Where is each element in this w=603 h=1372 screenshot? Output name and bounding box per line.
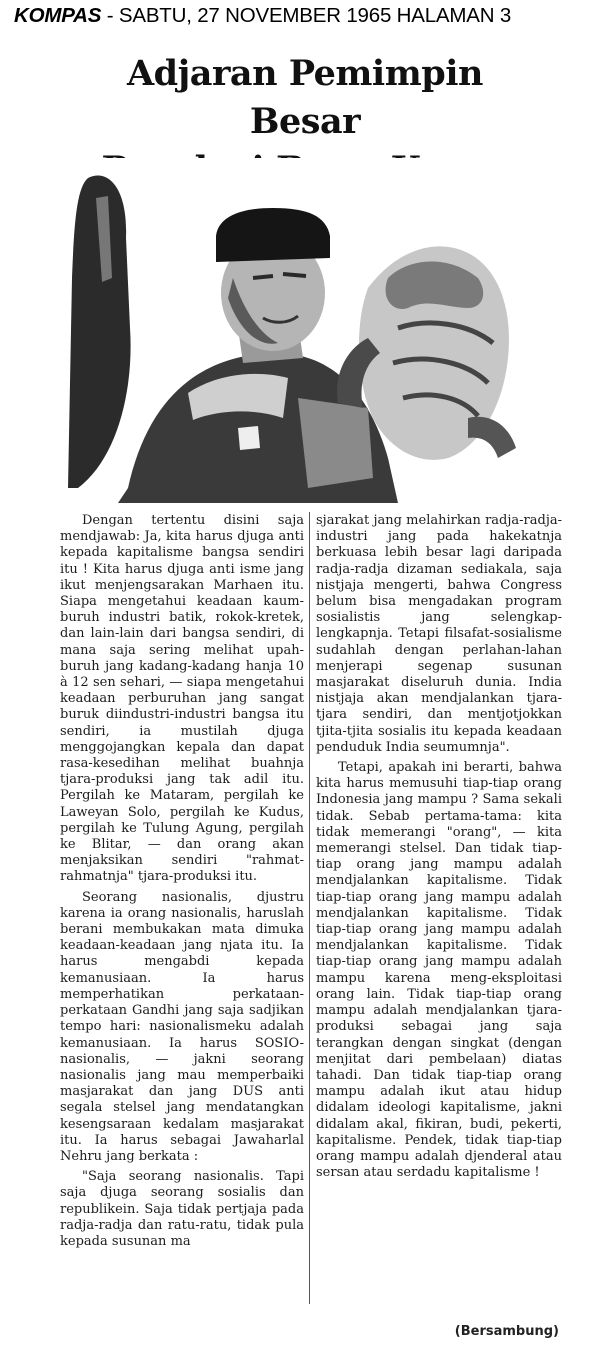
article-column-left [60, 513, 304, 1254]
sukarno-photo [68, 158, 523, 503]
headline-line-1: Adjaran Pemimpin Besar [127, 53, 483, 142]
column-divider [309, 512, 310, 1304]
paragraph: Seorang nasionalis, djustru karena ia orang nasionalis, haruslah berani membukakan mata dimuka keadaan-keadaan jang njata itu. Ia harus mengabdi kepada kemanusiaan. Ia harus memperhatikan perkataan-perkataan Gandhi jang saja sadjikan tempo hari: nasionalismeku adalah kemanusiaan. Ia harus SOSIO-nasionalis, — jakni seorang nasionalis jang mau memperbaiki masjarakat dan jang DUS anti segala stelsel jang mendatangkan kesengsaraan kedalam masjarakat itu. Ia harus sebagai Jawaharlal Nehru jang berkata : [60, 889, 304, 1164]
article-column-right [316, 513, 562, 1185]
date-page-line: - SABTU, 27 NOVEMBER 1965 HALAMAN 3 [101, 4, 512, 27]
newspaper-name: KOMPAS [14, 4, 102, 27]
masthead [14, 4, 594, 28]
paragraph: Tetapi, apakah ini berarti, bahwa kita harus memusuhi tiap-tiap orang Indonesia jang mampu ? Sama sekali tidak. Sebab pertama-tama: kita tidak memerangi "orang", — kita memerangi stelsel. Dan tidak tiap-tiap orang jang mampu adalah mendjalankan kapitalisme. Tidak tiap-tiap orang jang mampu adalah mendjalankan kapitalisme. Tidak tiap-tiap orang jang mampu adalah mendjalankan kapitalisme. Tidak tiap-tiap orang jang mampu adalah mampu karena meng-eksploitasi orang lain. Tidak tiap-tiap orang mampu adalah mendjalankan tjara-produksi sebagai jang saja terangkan dengan singkat (dengan menjitat dari pembelaan) diatas tahadi. Dan tidak tiap-tiap orang mampu adalah ikut atau hidup didalam ideologi kapitalisme, jakni didalam akal, fikiran, budi, pekerti, kapitalisme. Pendek, tidak tiap-tiap orang mampu adalah djenderal atau sersan atau serdadu kapitalisme ! [316, 760, 562, 1181]
paragraph: Dengan tertentu disini saja mendjawab: Ja, kita harus djuga anti kepada kapitalisme bangsa sendiri itu ! Kita harus djuga anti isme jang ikut menjengsarakan Marhaen itu. Siapa mengetahui keadaan kaum-buruh industri batik, rokok-kretek, dan lain-lain dari bangsa sendiri, di mana saja sering melihat upah-buruh jang kadang-kadang hanja 10 à 12 sen sehari, — siapa mengetahui keadaan perburuhan jang sangat buruk diindustri-industri bangsa itu sendiri, ia mustilah djuga menggojangkan kepala dan dapat rasa-kesedihan melihat buahnja tjara-produksi jang tak adil itu. Pergilah ke Mataram, pergilah ke Laweyan Solo, pergilah ke Kudus, pergilah ke Tulung Agung, pergilah ke Blitar, — dan orang akan menjaksikan sendiri "rahmat-rahmatnja" tjara-produksi itu. [60, 513, 304, 885]
paragraph: sjarakat jang melahirkan radja-radja-industri jang pada hakekatnja berkuasa lebih besar lagi daripada radja-radja dizaman sediakala, saja nistjaja mengerti, bahwa Congress belum bisa mengadakan program sosialistis jang selengkap-lengkapnja. Tetapi filsafat-sosialisme sudahlah dengan perlahan-lahan menjerapi segenap susunan masjarakat diseluruh dunia. India nistjaja akan mendjalankan tjara-tjara sendiri, dan mentjotjokkan tjita-tjita sosialis itu kepada keadaan penduduk India seumumnja". [316, 513, 562, 755]
paragraph: "Saja seorang nasionalis. Tapi saja djuga seorang sosialis dan republikein. Saja tidak pertjaja pada radja-radja dan ratu-ratu, tidak pula kepada susunan ma [60, 1169, 304, 1249]
continued-label: (Bersambung) [454, 1324, 559, 1339]
